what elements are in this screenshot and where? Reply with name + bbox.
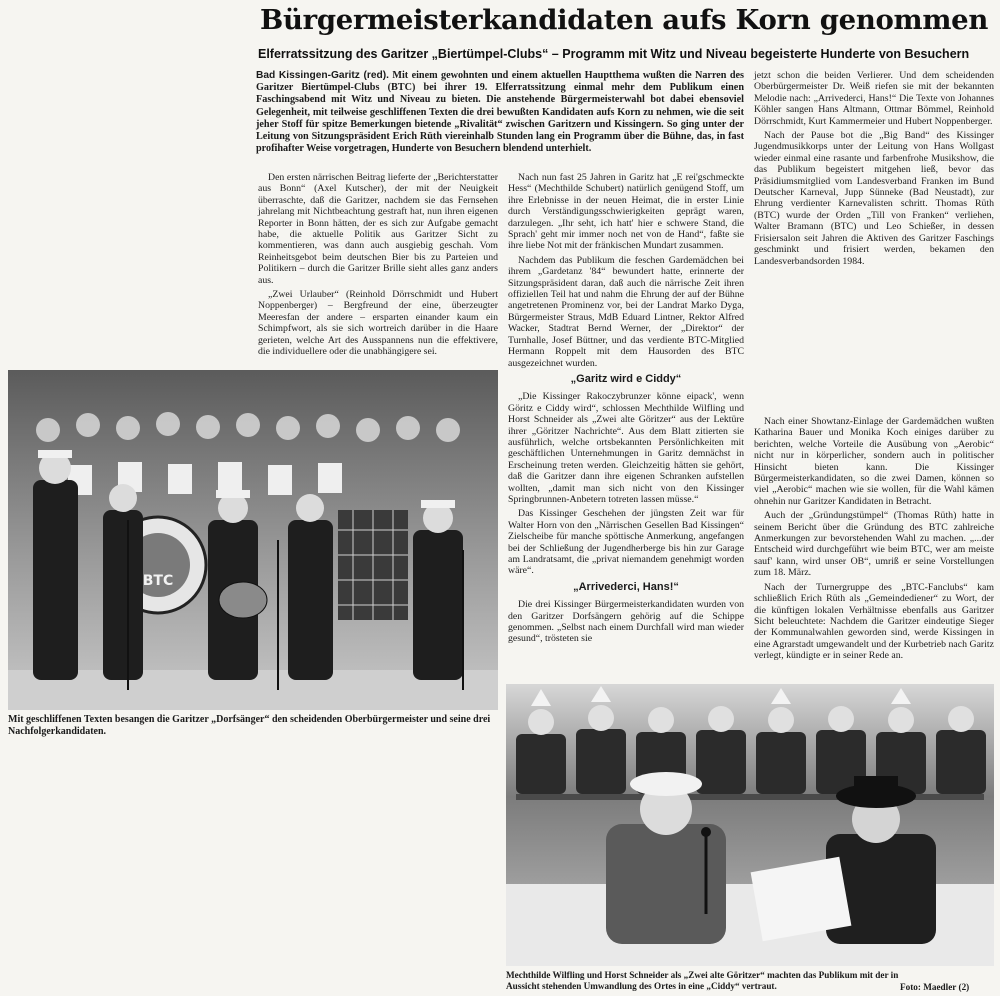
paragraph: „Die Kissinger Rakoczybrunzer könne eipack', wenn Göritz e Ciddy wird“, schlossen Mechthilde Wilfling und Horst Schneider als „Zwei alte Göritzer“ aus der Lektüre ihrer „Göritzer Nachrichte“. Aus dem Blatt zitierten sie ausführlich, welche ortsbekannten Persönlichkeiten mit geschäftlichen Unternehmungen in Garitz demnächst in Erscheinung treten werden. Gleichzeitig hätten sie gehört, daß die Garitzer dann ihre eigenen Schranken aufstellen wollten, „damit man sich nicht von den Kissinger Springbrunnen-Anbetern totreten lassen müsse.“ [508, 391, 744, 505]
paragraph: Nach der Pause bot die „Big Band“ des Kissinger Jugendmusikkorps unter der Leitung von Hans Wollgast wieder einmal eine rasante und farbenfrohe Musikshow, die das Publikum begeistert mitgehen ließ, bevor das Präsidiumsmitglied vom Landesverband Franken im Bund Deutscher Karneval, Jupp Sünneke (Bad Neustadt), zur Ehrung verdienter Karnevalisten schritt. Thomas Rüth (BTC) wurde der Orden „Till von Franken“ verliehen, Walter Bramann (BTC) und Leo Schießer, in dessen Frisiersalon seit Jahren die Aktiven des Garitzer Faschings geschminkt und frisiert werden, bekamen den Landesverbandsorden 1984. [754, 130, 994, 267]
dateline: Bad Kissingen-Garitz (red). [256, 70, 389, 81]
section-heading: „Arrivederci, Hans!“ [573, 580, 679, 593]
article-column-2 [508, 172, 744, 648]
paragraph: „Zwei Urlauber“ (Reinhold Dörrschmidt und Hubert Noppenberger) – Bergfreund der eine, überzeugter Meeresfan der andere – ersparten einander kaum ein Schimpfwort, als sie sich wortreich darüber in die Haare gerieten, welche Art des Ausspannens nun die effektivere, die individuellere oder die unabhängigere sei. [258, 289, 498, 358]
paragraph: Nach der Turnergruppe des „BTC-Fanclubs“ kam schließlich Erich Rüth als „Gemeindediener“ zu Wort, der die künftigen lokalen Verhältnisse ebenfalls aus Garitzer Sicht beleuchtete: Nachdem die Garitzer eindeutige Sieger der Kommunalwahlen geworden sind, werde Kissingen in eine Agrarstadt umgewandelt und der Kurbetrieb nach Garitz verlegt, kündigte er in seiner Rede an. [754, 581, 994, 662]
lead-paragraph [256, 70, 744, 155]
paragraph: Die drei Kissinger Bürgermeisterkandidaten wurden von den Garitzer Dorfsängern gehörig auf die Schippe genommen. „Selbst nach einem Durchfall wird man wieder gesund“, trösteten sie [508, 599, 744, 645]
photo-dorfsaenger [8, 370, 498, 710]
stage-photo-illustration [8, 370, 498, 710]
stage-sign-text: BTC [142, 573, 174, 589]
paragraph: Das Kissinger Geschehen der jüngsten Zeit war für Walter Horn von den „Närrischen Gesellen Bad Kissingen“ Zielscheibe für manche spöttische Anmerkung, angefangen bei der Schließung der Jugendherberge bis hin zur Garage am Landratsamt, die „privat niemandem genehmigt worden wäre“. [508, 508, 744, 577]
lead-text: Mit einem gewohnten und einem aktuellen Hauptthema wußten die Narren des Garitzer Biertümpel-Clubs (BTC) bei ihrer 19. Elferratssitzung einmal mehr dem Publikum einen Faschingsabend mit Witz und Niveau zu bieten. Die anstehende Bürgermeisterwahl bot dabei ebensoviel Gelegenheit, mit teilweise geschliffenen Texten die drei bewußten Kandidaten aufs Korn zu nehmen, wie die seit jeher Stoff für spitze Bemerkungen bietende „Rivalität“ zwischen Garitzern und Kissingern. So ging unter der Leitung von Sitzungspräsident Erich Rüth viereinhalb Stunden lang ein Programm über die Bühne, das, in fast profihafter Weise vorgetragen, Hunderte von Besuchern blendend unterhielt. [256, 70, 744, 155]
photo-zwei-alte-goeritzer [506, 684, 994, 966]
section-heading: „Garitz wird e Ciddy“ [570, 372, 682, 385]
paragraph: jetzt schon die beiden Verlierer. Und dem scheidenden Oberbürgermeister Dr. Weiß riefen sie mit der bekannten Melodie nach: „Arrivederci, Hans!“ Die Texte von Johannes Köhler sangen Hans Altmann, Ottmar Bömmel, Reinhold Dörrschmidt, Kurt Kammermeier und Hubert Noppenberger. [754, 70, 994, 127]
paragraph: Nachdem das Publikum die feschen Gardemädchen bei ihrem „Gardetanz '84“ bewundert hatte, erinnerte der Sitzungspräsident daran, daß auch die närrische Zeit ihren offiziellen Teil hat und nahm die Ehrung der auf der Bühne angetretenen Prominenz vor, bei der Landrat Marko Dyga, Bürgermeister Straus, MdB Eduard Lintner, Rektor Alfred Wacker, Stadtrat Bernd Werner, der „Direktor“ der Turnhalle, Josef Büttner, und das verdiente BTC-Mitglied Hermann Roppelt mit dem Hausorden des BTC ausgezeichnet wurden. [508, 254, 744, 369]
photo-2-caption: Mechthilde Wilfling und Horst Schneider als „Zwei alte Göritzer“ machten das Publikum mit der in Aussicht stehenden Umwandlung des Ortes in eine „Ciddy“ vertraut. [506, 970, 899, 991]
photo-1-caption: Mit geschliffenen Texten besangen die Garitzer „Dorfsänger“ den scheidenden Oberbürgermeister und seine drei Nachfolgerkandidaten. [8, 714, 491, 737]
headline: Bürgermeisterkandidaten aufs Korn genommen [260, 4, 989, 36]
subheadline: Elferratssitzung des Garitzer „Biertümpel-Clubs“ – Programm mit Witz und Niveau begeisterte Hunderte von Besuchern [258, 47, 970, 61]
paragraph: Auch der „Gründungstümpel“ (Thomas Rüth) hatte in seinem Bericht über die Gründung des BTC zahlreiche Anmerkungen zur bevorstehenden Wahl zu machen. „...der Entscheid wird durchgeführt wie beim BTC, wer am meiste sauf' kann, wird unser OB“, umriß er seine Vorstellungen zum 18. März. [754, 510, 994, 579]
paragraph: Nach einer Showtanz-Einlage der Gardemädchen wußten Katharina Bauer und Monika Koch einiges darüber zu berichten, welche Vorteile die Ausübung von „Aerobic“ nicht nur in körperlicher, sondern auch in politischer Hinsicht bieten kann. Die Kissinger Bürgermeisterkandidaten, so die zwei Damen, können so viel „Aerobic“ machen wie sie wollen, für die Wahl kämen ohnehin nur Garitzer Kandidaten in Betracht. [754, 416, 994, 507]
article-column-3-bottom [754, 416, 994, 665]
article-column-3-top [754, 70, 994, 270]
article-column-1 [258, 172, 498, 361]
sitting-photo-illustration [506, 684, 994, 966]
paragraph: Den ersten närrischen Beitrag lieferte der „Berichterstatter aus Bonn“ (Axel Kutscher), der mit der Neuigkeit überraschte, daß die Garitzer, nachdem sie das Fernsehen jahrelang mit Nichtbeachtung gestraft hat, nun ihren eigenen Reporter in Bonn hätten, der es sich zur Aufgabe gemacht habe, die aktuelle Politik aus Garitzer Sicht zu kommentieren, was dann auch ausgiebig geschah. Vom Reinheitsgebot beim deutschen Bier bis zu Parteien und Politikern – durch die Garitzer Brille sieht alles ganz anders aus. [258, 172, 498, 286]
paragraph: Nach nun fast 25 Jahren in Garitz hat „E rei'gschmeckte Hess“ (Mechthilde Schubert) natürlich genügend Stoff, um ihre Erlebnisse in der neuen Heimat, die in erster Linie durch Verständigungsschwierigkeiten geprägt waren, darzulegen. „Ihr seht, ich hatt' hier e schwere Stand, die Sprach' geht mir immer noch net von de Hand“, faßte sie ihre liebe Not mit der fränkischen Mundart zusammen. [508, 172, 744, 252]
photo-credit: Foto: Maedler (2) [900, 982, 970, 992]
